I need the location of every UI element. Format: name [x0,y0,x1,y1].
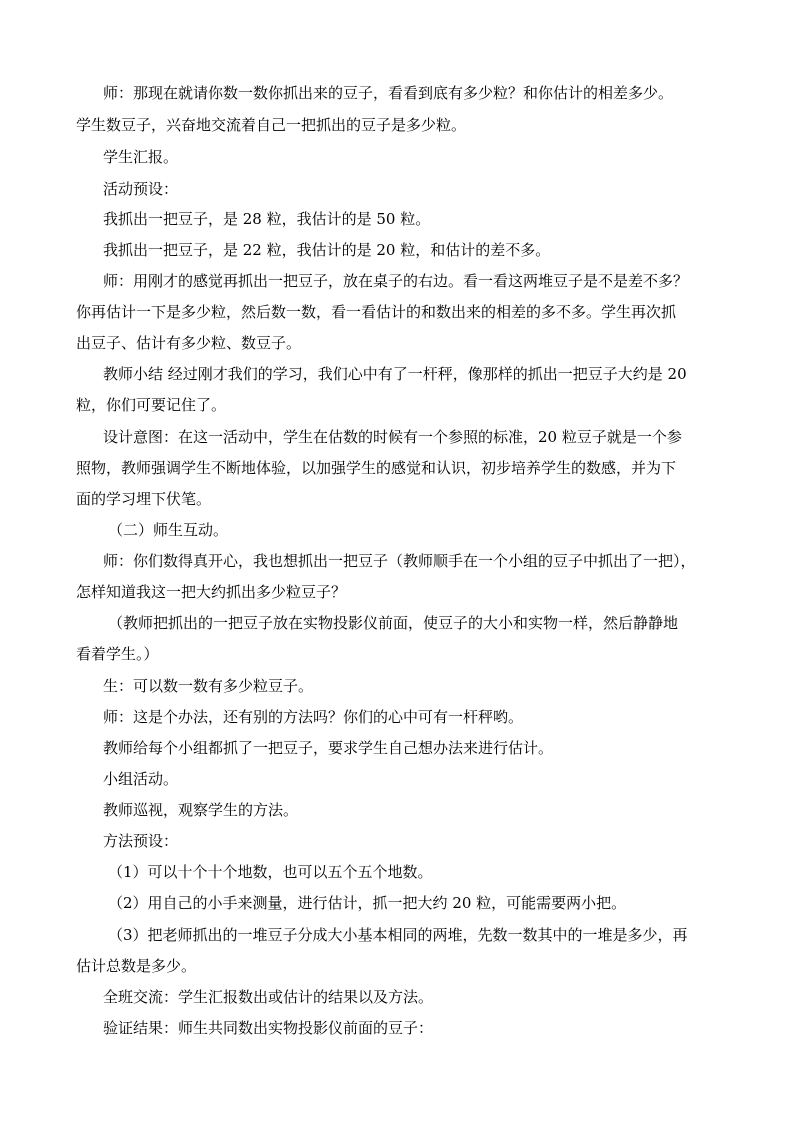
paragraph-line: 验证结果：师生共同数出实物投影仪前面的豆子： [103,1019,434,1037]
paragraph-line: （教师把抓出的一把豆子放在实物投影仪前面，使豆子的大小和实物一样，然后静静地 [108,614,679,632]
paragraph-line: 粒，你们可要记住了。 [76,396,227,414]
paragraph-line: 教师巡视，观察学生的方法。 [103,801,299,819]
paragraph-line: 师：你们数得真开心，我也想抓出一把豆子（教师顺手在一个小组的豆子中抓出了一把）， [103,552,696,570]
list-item: （1）可以十个十个地数，也可以五个五个地数。 [108,863,433,881]
paragraph-line: 师：这是个办法，还有别的方法吗？你们的心中可有一杆秤哟。 [103,708,524,726]
paragraph-line: 活动预设： [103,180,179,198]
paragraph-line: 看着学生。） [76,645,159,663]
list-item: （2）用自己的小手来测量，进行估计，抓一把大约 20 粒，可能需要两小把。 [108,894,627,912]
section-heading: （二）师生互动。 [108,521,229,539]
paragraph-line: 教师给每个小组都抓了一把豆子，要求学生自己想办法来进行估计。 [103,739,554,757]
paragraph-line: 面的学习埋下伏笔。 [76,490,212,508]
paragraph-line: 学生数豆子，兴奋地交流着自己一把抓出的豆子是多少粒。 [76,116,467,134]
paragraph-line: 怎样知道我这一把大约抓出多少粒豆子？ [76,583,347,601]
paragraph-line: 师：那现在就请你数一数你抓出来的豆子，看看到底有多少粒？和你估计的相差多少。 [103,84,674,102]
paragraph-line: 设计意图：在这一活动中，学生在估数的时候有一个参照的标准，20 粒豆子就是一个参 [103,428,682,446]
list-item: （3）把老师抓出的一堆豆子分成大小基本相同的两堆，先数一数其中的一堆是多少，再 [108,926,688,944]
paragraph-line: 我抓出一把豆子，是 28 粒，我估计的是 50 粒。 [103,210,431,228]
paragraph-line: 我抓出一把豆子，是 22 粒，我估计的是 20 粒，和估计的差不多。 [103,241,551,259]
paragraph-line: 教师小结 经过刚才我们的学习，我们心中有了一杆秤，像那样的抓出一把豆子大约是 20 [103,365,687,383]
paragraph-line: 照物，教师强调学生不断地体验，以加强学生的感觉和认识，初步培养学生的数感，并为下 [76,459,677,477]
paragraph-line: 方法预设： [103,832,179,850]
paragraph-line: 小组活动。 [103,770,179,788]
paragraph-line: 你再估计一下是多少粒，然后数一数，看一看估计的和数出来的相差的多不多。学生再次抓 [76,303,677,321]
paragraph-line: 估计总数是多少。 [76,957,197,975]
paragraph-line: 出豆子、估计有多少粒、数豆子。 [76,334,302,352]
paragraph-line: 师：用刚才的感觉再抓出一把豆子，放在桌子的右边。看一看这两堆豆子是不是差不多？ [103,272,689,290]
paragraph-line: 学生汇报。 [103,148,179,166]
paragraph-line: 全班交流：学生汇报数出或估计的结果以及方法。 [103,988,434,1006]
paragraph-line: 生：可以数一数有多少粒豆子。 [103,677,314,695]
